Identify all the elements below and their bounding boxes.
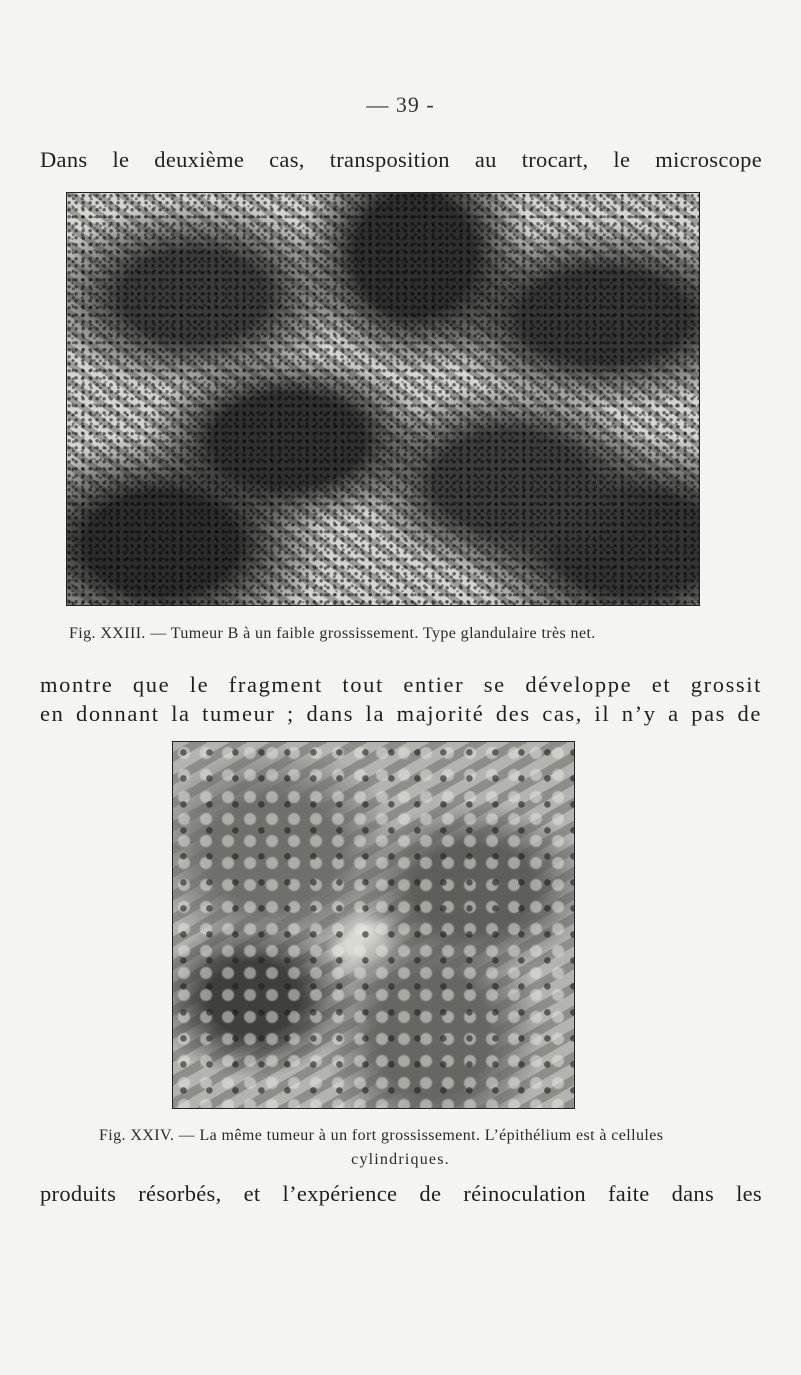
figure-xxiii-micrograph [66,192,700,606]
figure-xxiv-micrograph [172,741,575,1109]
figure-xxiv-caption-line-2: cylindriques. [351,1151,450,1168]
body-text-line-2: montre que le fragment tout entier se développe et grossit [40,672,762,697]
body-text-line-3: en donnant la tumeur ; dans la majorité des cas, il n’y a pas de [40,701,762,726]
page-number: — 39 - [366,92,435,117]
figure-xxiii-caption: Fig. XXIII. — Tumeur B à un faible grossissement. Type glandulaire très net. [69,625,596,642]
body-text-line-1: Dans le deuxième cas, transposition au trocart, le microscope [40,147,762,172]
body-text-line-4: produits résorbés, et l’expérience de réinoculation faite dans les [40,1181,762,1206]
figure-xxiv-caption-line-1: Fig. XXIV. — La même tumeur à un fort grossissement. L’épithélium est à cellules [99,1127,664,1144]
